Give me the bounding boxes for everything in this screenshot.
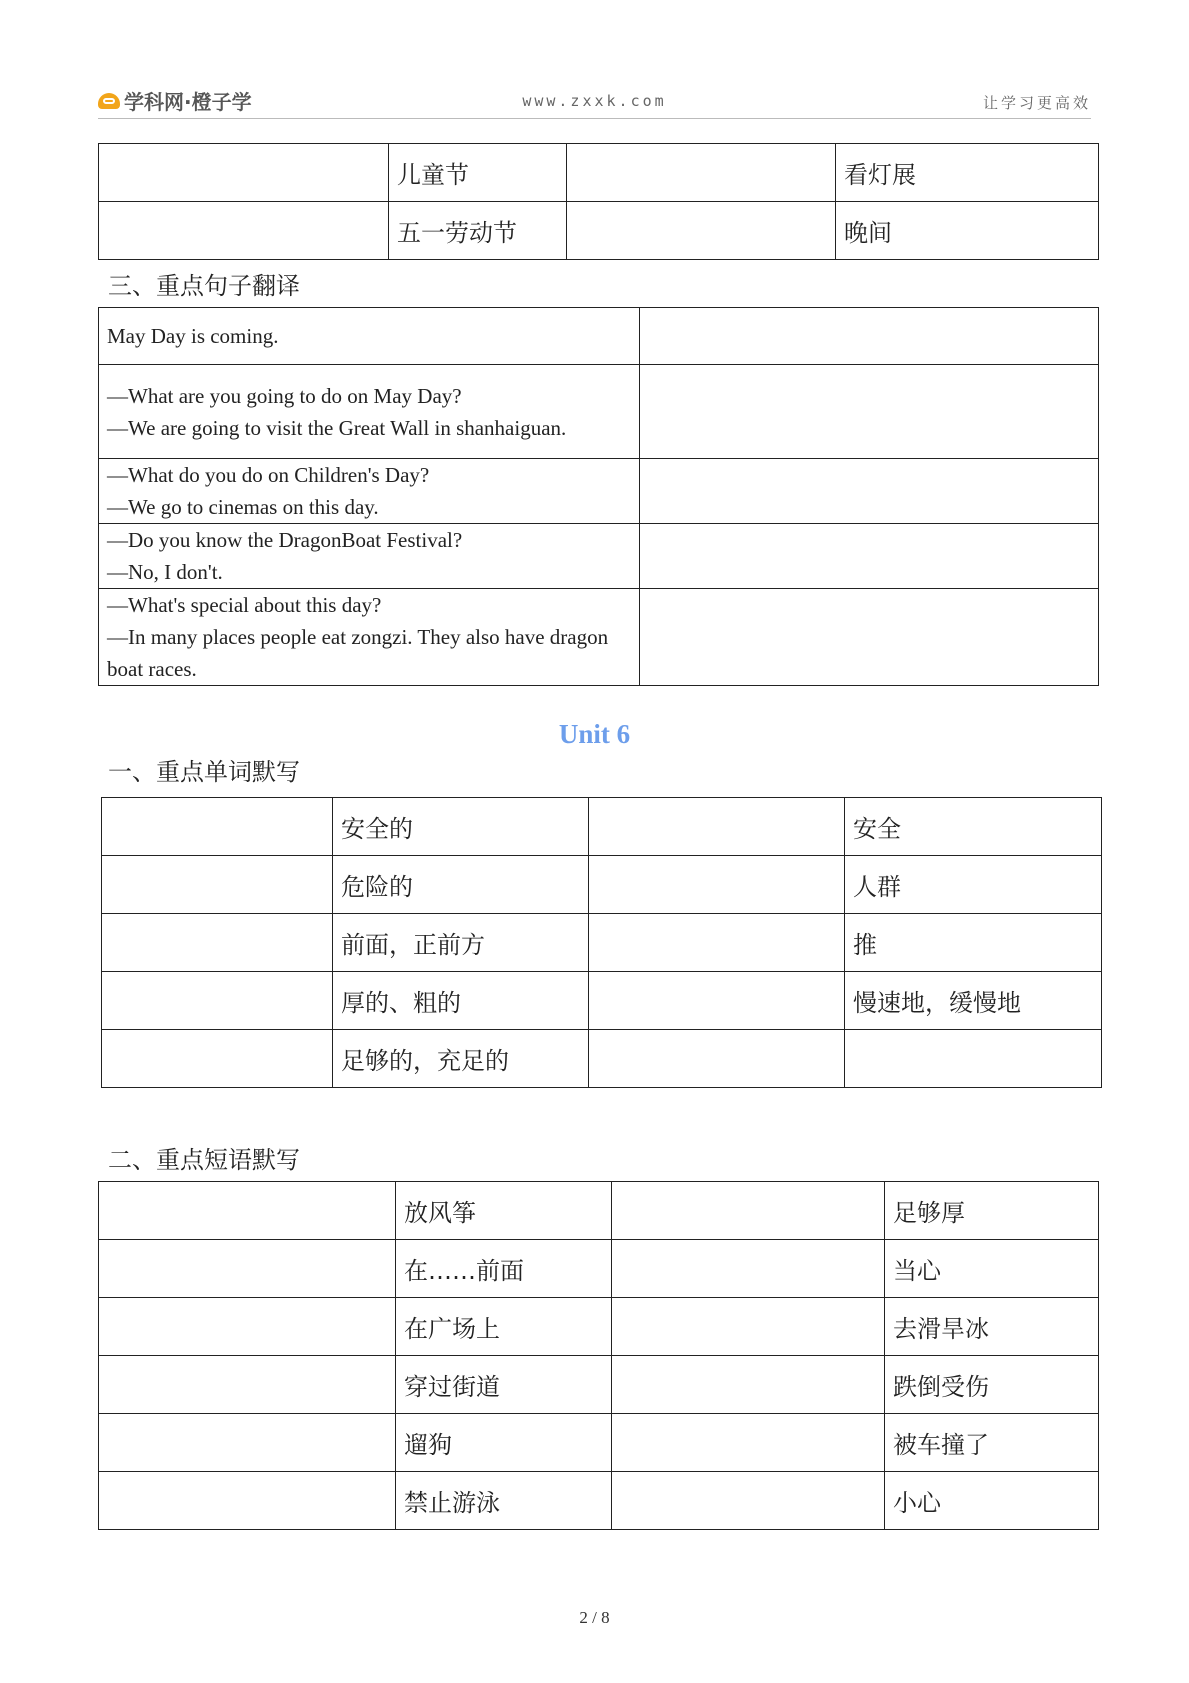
term-cell: 穿过街道 [396,1356,612,1414]
key-phrases-heading: 二、重点短语默写 [108,1146,300,1174]
term-cell: 儿童节 [389,144,567,202]
answer-cell[interactable] [589,798,845,856]
answer-cell[interactable] [102,798,333,856]
sentence-cell [99,365,640,459]
term-cell: 晚间 [836,202,1099,260]
table-row [99,308,1099,365]
answer-cell[interactable] [589,972,845,1030]
answer-cell[interactable] [589,914,845,972]
table-row [99,589,1099,686]
answer-cell[interactable] [102,1030,333,1088]
sentence-cell [99,308,640,365]
question-line: —What are you going to do on May Day? [107,383,462,408]
translation-cell[interactable] [640,365,1099,459]
key-words-table [101,797,1102,1088]
answer-line: —In many places people eat zongzi. They also have dragon boat races. [107,625,609,681]
translation-cell[interactable] [640,308,1099,365]
term-cell: 看灯展 [836,144,1099,202]
term-cell: 人群 [845,856,1102,914]
answer-cell[interactable] [99,1472,396,1530]
header-divider [98,118,1091,119]
table-row [102,972,1102,1030]
answer-cell[interactable] [99,202,389,260]
festival-vocab-table [98,143,1099,260]
term-cell: 安全 [845,798,1102,856]
table-row [99,459,1099,524]
table-row [102,914,1102,972]
key-words-heading: 一、重点单词默写 [108,758,300,786]
term-cell: 慢速地，缓慢地 [845,972,1102,1030]
answer-cell[interactable] [99,144,389,202]
sentence-translation-table [98,307,1099,686]
term-cell: 推 [845,914,1102,972]
answer-cell[interactable] [567,202,836,260]
site-url: www.zxxk.com [522,92,667,110]
table-row [102,798,1102,856]
term-cell: 在广场上 [396,1298,612,1356]
term-cell: 跌倒受伤 [885,1356,1099,1414]
answer-line: —We go to cinemas on this day. [107,495,379,519]
table-row [102,1030,1102,1088]
sentence-line: May Day is coming. [107,324,279,348]
table-row [99,202,1099,260]
answer-cell[interactable] [612,1298,885,1356]
logo-text: 学科网·橙子学 [124,90,252,114]
term-cell: 安全的 [333,798,589,856]
answer-cell[interactable] [99,1240,396,1298]
table-row [99,365,1099,459]
term-cell: 去滑旱冰 [885,1298,1099,1356]
sentence-translation-heading: 三、重点句子翻译 [108,272,300,300]
term-cell: 禁止游泳 [396,1472,612,1530]
term-cell: 放风筝 [396,1182,612,1240]
answer-cell[interactable] [612,1240,885,1298]
term-cell: 前面，正前方 [333,914,589,972]
question-line: —What's special about this day? [107,593,382,617]
term-cell: 遛狗 [396,1414,612,1472]
term-cell: 厚的、粗的 [333,972,589,1030]
translation-cell[interactable] [640,524,1099,589]
table-row [99,1298,1099,1356]
page-header [98,82,1091,116]
question-line: —Do you know the DragonBoat Festival? [107,528,463,552]
sentence-cell [99,589,640,686]
term-cell: 足够的，充足的 [333,1030,589,1088]
unit-title: Unit 6 [558,719,631,749]
answer-cell[interactable] [612,1414,885,1472]
term-cell [845,1030,1102,1088]
table-row [99,524,1099,589]
term-cell: 被车撞了 [885,1414,1099,1472]
answer-cell[interactable] [567,144,836,202]
answer-cell[interactable] [612,1472,885,1530]
key-phrases-table [98,1181,1099,1530]
table-row [99,1356,1099,1414]
table-row [99,1414,1099,1472]
answer-cell[interactable] [99,1414,396,1472]
sentence-cell [99,524,640,589]
table-row [99,1472,1099,1530]
term-cell: 危险的 [333,856,589,914]
question-line: —What do you do on Children's Day? [107,463,430,487]
answer-cell[interactable] [99,1356,396,1414]
answer-cell[interactable] [99,1298,396,1356]
table-row [102,856,1102,914]
answer-line: —We are going to visit the Great Wall in shanhaiguan. [107,415,567,440]
translation-cell[interactable] [640,589,1099,686]
term-cell: 当心 [885,1240,1099,1298]
answer-cell[interactable] [589,856,845,914]
term-cell: 足够厚 [885,1182,1099,1240]
table-row [99,1240,1099,1298]
page-number: 2 / 8 [579,1608,610,1627]
term-cell: 小心 [885,1472,1099,1530]
term-cell: 五一劳动节 [389,202,567,260]
term-cell: 在……前面 [396,1240,612,1298]
translation-cell[interactable] [640,459,1099,524]
table-row [99,144,1099,202]
answer-cell[interactable] [589,1030,845,1088]
answer-line: —No, I don't. [107,560,223,584]
site-slogan: 让学习更高效 [982,94,1091,112]
answer-cell[interactable] [102,914,333,972]
answer-cell[interactable] [612,1356,885,1414]
answer-cell[interactable] [612,1182,885,1240]
sentence-cell [99,459,640,524]
answer-cell[interactable] [102,972,333,1030]
answer-cell[interactable] [102,856,333,914]
answer-cell[interactable] [99,1182,396,1240]
table-row [99,1182,1099,1240]
